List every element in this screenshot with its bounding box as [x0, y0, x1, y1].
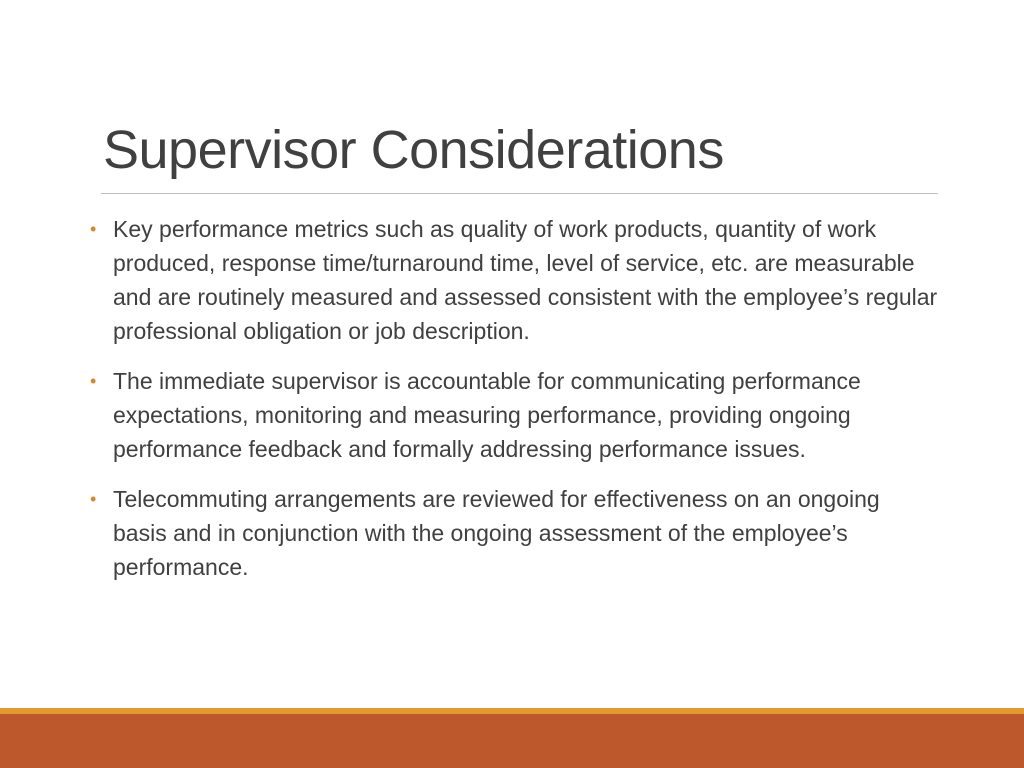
bullet-item	[88, 212, 938, 348]
bullet-item	[88, 364, 938, 466]
bullet-list	[88, 212, 938, 600]
title-divider	[101, 193, 938, 194]
bullet-text: The immediate supervisor is accountable for communicating performance expectations, monitoring and measuring performance, providing ongoing performance feedback and formally addressing performance issues.	[113, 368, 861, 462]
bullet-marker-icon: •	[90, 371, 97, 391]
bullet-text: Key performance metrics such as quality of work products, quantity of work produced, response time/turnaround time, level of service, etc. are measurable and are routinely measured and assessed consistent with the employee’s regular professional obligation or job description.	[113, 216, 938, 344]
slide-title: Supervisor Considerations	[103, 120, 724, 180]
bullet-marker-icon: •	[90, 489, 97, 509]
bullet-text: Telecommuting arrangements are reviewed for effectiveness on an ongoing basis and in conjunction with the ongoing assessment of the employee’s performance.	[113, 486, 880, 580]
footer-band	[0, 714, 1024, 768]
bullet-marker-icon: •	[90, 219, 97, 239]
bullet-item	[88, 482, 938, 584]
